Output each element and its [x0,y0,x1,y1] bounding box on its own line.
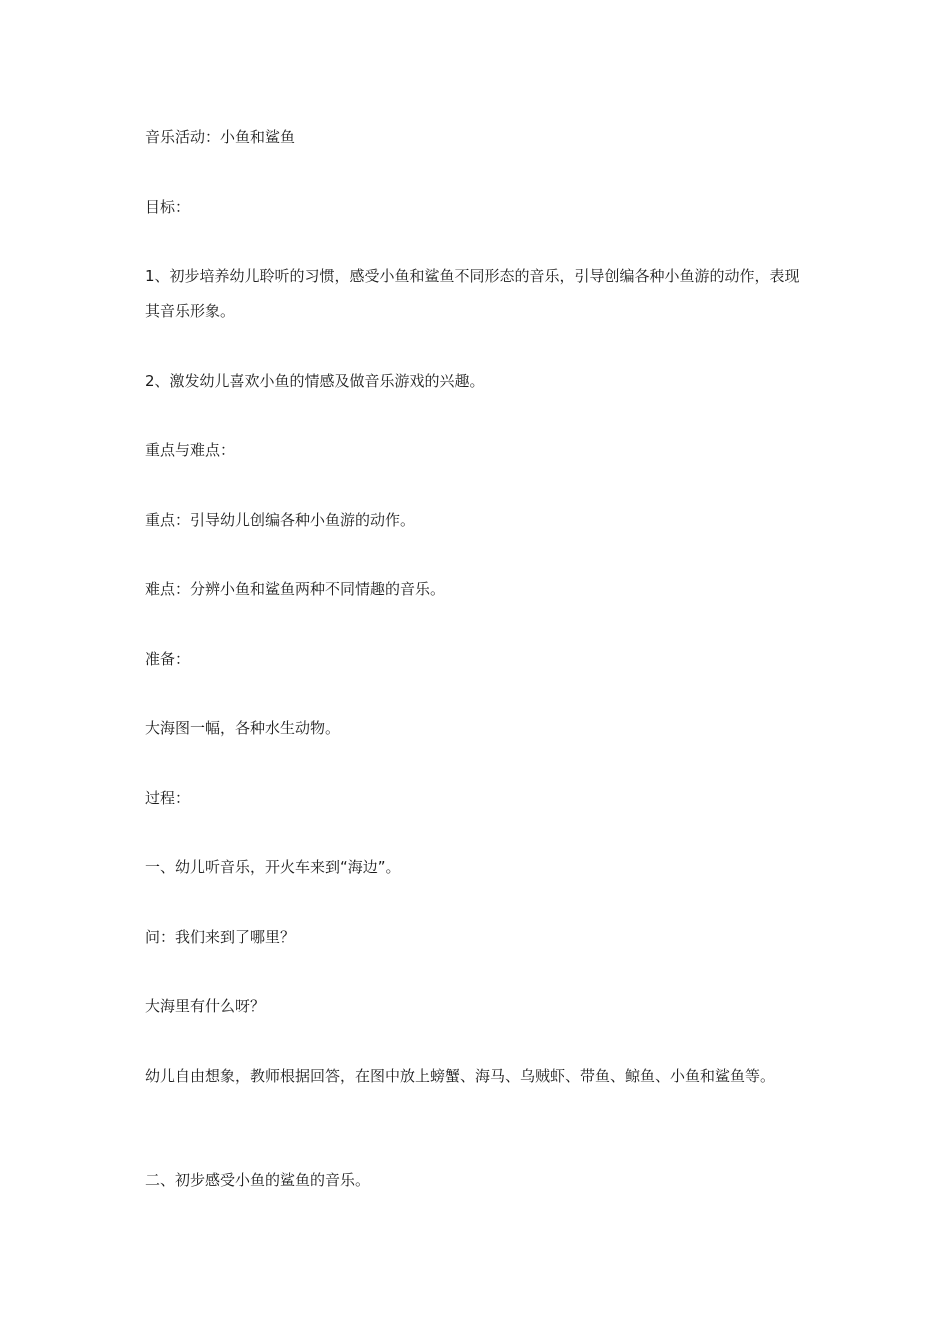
preparation-text: 大海图一幅，各种水生动物。 [145,719,341,737]
process-heading: 过程： [145,789,191,807]
goal-item-2: 2、激发幼儿喜欢小鱼的情感及做音乐游戏的兴趣。 [145,372,485,390]
key-point-text: 重点：引导幼儿创编各种小鱼游的动作。 [145,511,416,529]
process-answer-note: 幼儿自由想象，教师根据回答，在图中放上螃蟹、海马、乌贼虾、带鱼、鲸鱼、小鱼和鲨鱼等。 [145,1067,776,1085]
process-step-1: 一、幼儿听音乐，开火车来到“海边”。 [145,858,401,876]
difficulty-text: 难点：分辨小鱼和鲨鱼两种不同情趣的音乐。 [145,580,446,598]
process-question-1: 问：我们来到了哪里？ [145,928,296,946]
goals-heading: 目标： [145,198,191,216]
key-points-heading: 重点与难点： [145,441,236,459]
process-question-2: 大海里有什么呀？ [145,997,266,1015]
process-step-2: 二、初步感受小鱼的鲨鱼的音乐。 [145,1171,371,1189]
preparation-heading: 准备： [145,650,191,668]
document-title: 音乐活动：小鱼和鲨鱼 [145,128,296,146]
goal-item-1: 1、初步培养幼儿聆听的习惯，感受小鱼和鲨鱼不同形态的音乐，引导创编各种小鱼游的动作，表现其音乐形象。 [145,267,800,320]
